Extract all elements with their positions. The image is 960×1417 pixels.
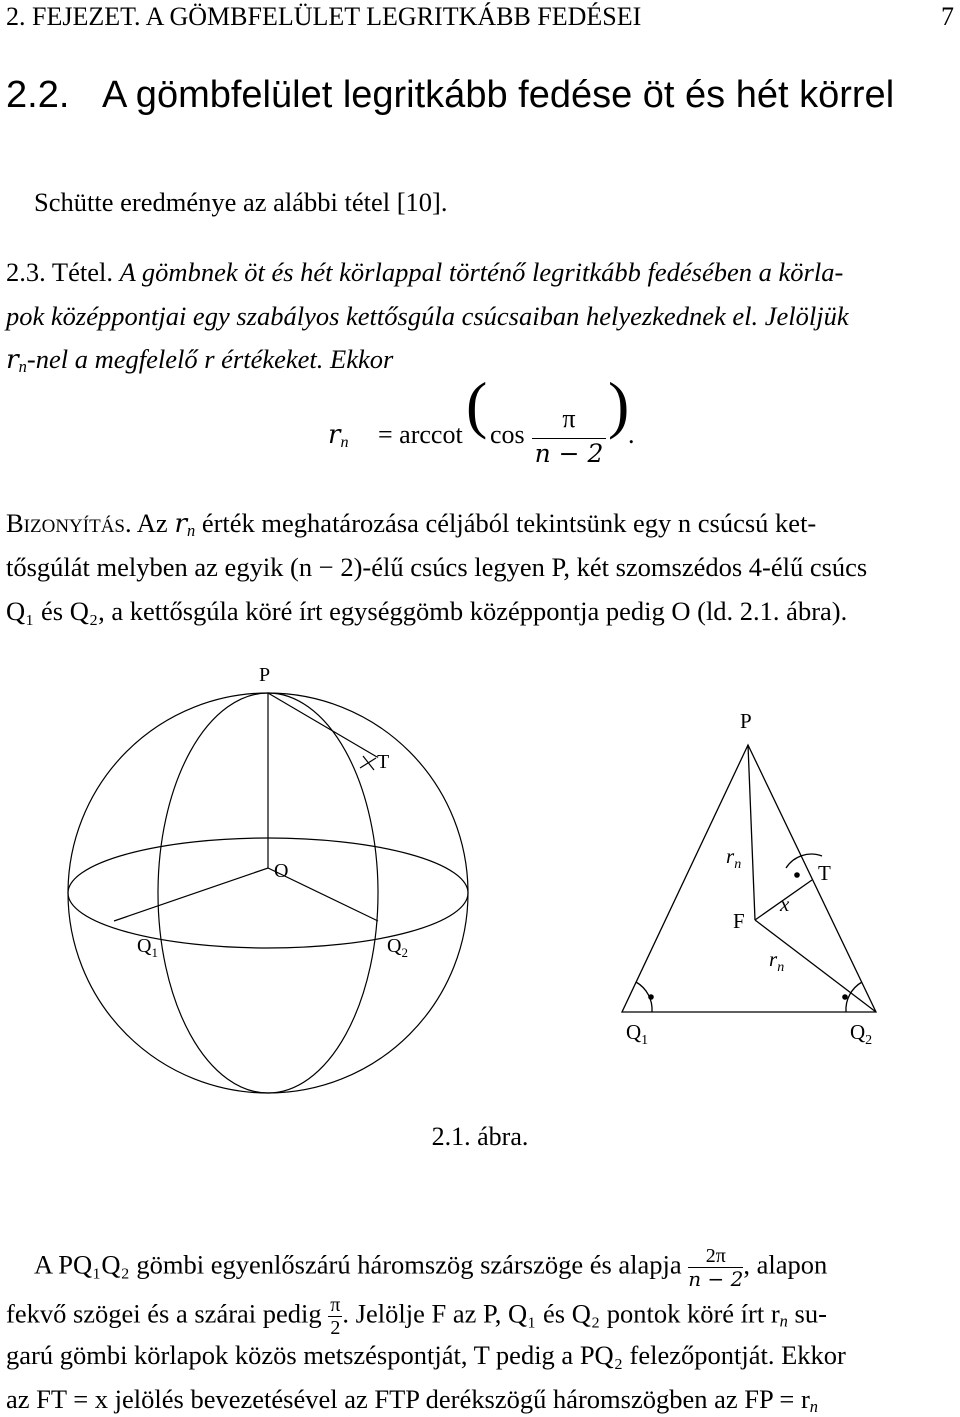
body-text-1a: A PQ₁Q₂ gömbi egyenlőszárú háromszög szárszöge és alapja (34, 1249, 682, 1280)
theorem-line-3 (6, 344, 393, 377)
page-number: 7 (941, 2, 954, 31)
section-title: A gömbfelület legritkább fedése öt és hét körrel (102, 74, 895, 116)
label-q2-left: $Q_2$ (387, 935, 408, 960)
section-heading (6, 74, 894, 117)
body-text-2b: . Jelölje F az P, Q₁ és Q₂ pontok köré írt r (342, 1298, 780, 1329)
theorem-text-1: A gömbnek öt és hét körlappal történő legritkább fedésében a körla- (119, 257, 844, 287)
theorem-label: 2.3. Tétel. (6, 257, 113, 287)
edge-p-t (268, 693, 377, 757)
label-q2-right: $Q_2$ (850, 1020, 873, 1048)
label-q1-left: $Q_1$ (137, 935, 158, 960)
dot-t (794, 872, 800, 878)
section-number: 2.2. (6, 74, 70, 116)
fraction-2pi-den: n − 2 (688, 1267, 744, 1291)
body-text-2a: fekvő szögei és a szárai pedig (6, 1298, 322, 1329)
label-f: F (733, 909, 745, 933)
formula-denominator: n − 2 (534, 439, 604, 468)
running-head-title: 2. FEJEZET. A GÖMBFELÜLET LEGRITKÁBB FEDÉSEI (6, 2, 642, 31)
body-text-2c: su- (794, 1298, 827, 1329)
body-text-1b: , alapon (743, 1249, 828, 1280)
body-text-4: az FT = x jelölés bevezetésével az FTP derékszögű háromszögben az FP = r (6, 1384, 810, 1414)
label-rn-bottom: $r_n$ (769, 947, 785, 975)
label-o: O (274, 860, 289, 882)
formula-lhs: r (328, 420, 341, 450)
label-q1-right: $Q_1$ (626, 1020, 649, 1048)
figure-2-1 (0, 650, 960, 1120)
fraction-pi-half-den: 2 (330, 1317, 341, 1339)
proof-line-1 (6, 508, 816, 541)
theorem-line-1 (6, 257, 956, 288)
body-line-2 (6, 1294, 827, 1339)
running-head (6, 2, 956, 32)
fraction-pi-half (328, 1294, 342, 1339)
proof-text-1b: érték meghatározása céljából tekintsünk egy n csúcsú ket- (201, 508, 817, 538)
subscript-n: n (18, 357, 27, 377)
body-line-3: garú gömbi körlapok közös metszéspontját, T pedig a PQ₂ felezőpontját. Ekkor (6, 1340, 846, 1370)
dot-q2 (842, 994, 848, 1000)
body-line-1 (34, 1245, 827, 1290)
formula-arccot: = arccot (378, 420, 463, 449)
fraction-2pi (688, 1245, 743, 1290)
body-subscript-n: n (779, 1311, 788, 1331)
dot-q1 (648, 994, 654, 1000)
sphere-diagram (68, 693, 468, 1093)
label-t-right: T (818, 861, 831, 885)
angle-arc-q2 (846, 982, 862, 1012)
proof-label: Bizonyítás. (6, 508, 132, 538)
symbol-r: r (6, 344, 19, 375)
proof-subscript-n: n (187, 521, 196, 541)
formula-period: . (628, 420, 635, 449)
theorem-line-2: pok középpontjai egy szabályos kettősgúla csúcsaiban helyezkednek el. Jelöljük (6, 301, 849, 331)
base-edges (114, 868, 378, 921)
label-rn-top: $r_n$ (726, 844, 742, 872)
formula-lhs-sub: n (340, 434, 349, 452)
figure-caption: 2.1. ábra. (431, 1122, 529, 1151)
label-x: x (780, 892, 790, 916)
right-paren: ) (608, 369, 630, 440)
label-p-left: P (259, 664, 271, 686)
label-p-right: P (740, 709, 752, 733)
triangle-diagram (622, 745, 876, 1012)
left-paren: ( (466, 369, 488, 440)
segment-pf (748, 745, 755, 920)
body-line-4 (6, 1384, 818, 1417)
proof-line-2: tősgúlát melyben az egyik (n − 2)-élű csúcs legyen P, két szomszédos 4-élű csúcs (6, 552, 868, 582)
formula-fraction (532, 404, 606, 468)
fraction-2pi-num: 2π (688, 1245, 743, 1268)
theorem-text-3: -nel a megfelelő r értékeket. Ekkor (26, 344, 394, 374)
proof-symbol-r: r (174, 508, 187, 539)
label-t-left: T (377, 751, 390, 773)
proof-line-3: Q₁ és Q₂, a kettősgúla köré írt egységgömb középpontja pedig O (ld. 2.1. ábra). (6, 596, 848, 626)
t-tick-2 (360, 758, 376, 768)
fraction-pi-half-num: π (330, 1294, 341, 1316)
formula-cos: cos (490, 420, 525, 449)
body-subscript-n-4: n (809, 1397, 819, 1417)
proof-text-1a: Az (136, 508, 168, 538)
formula-numerator: π (562, 404, 576, 433)
intro-text: Schütte eredménye az alábbi tétel [10]. (34, 187, 448, 217)
